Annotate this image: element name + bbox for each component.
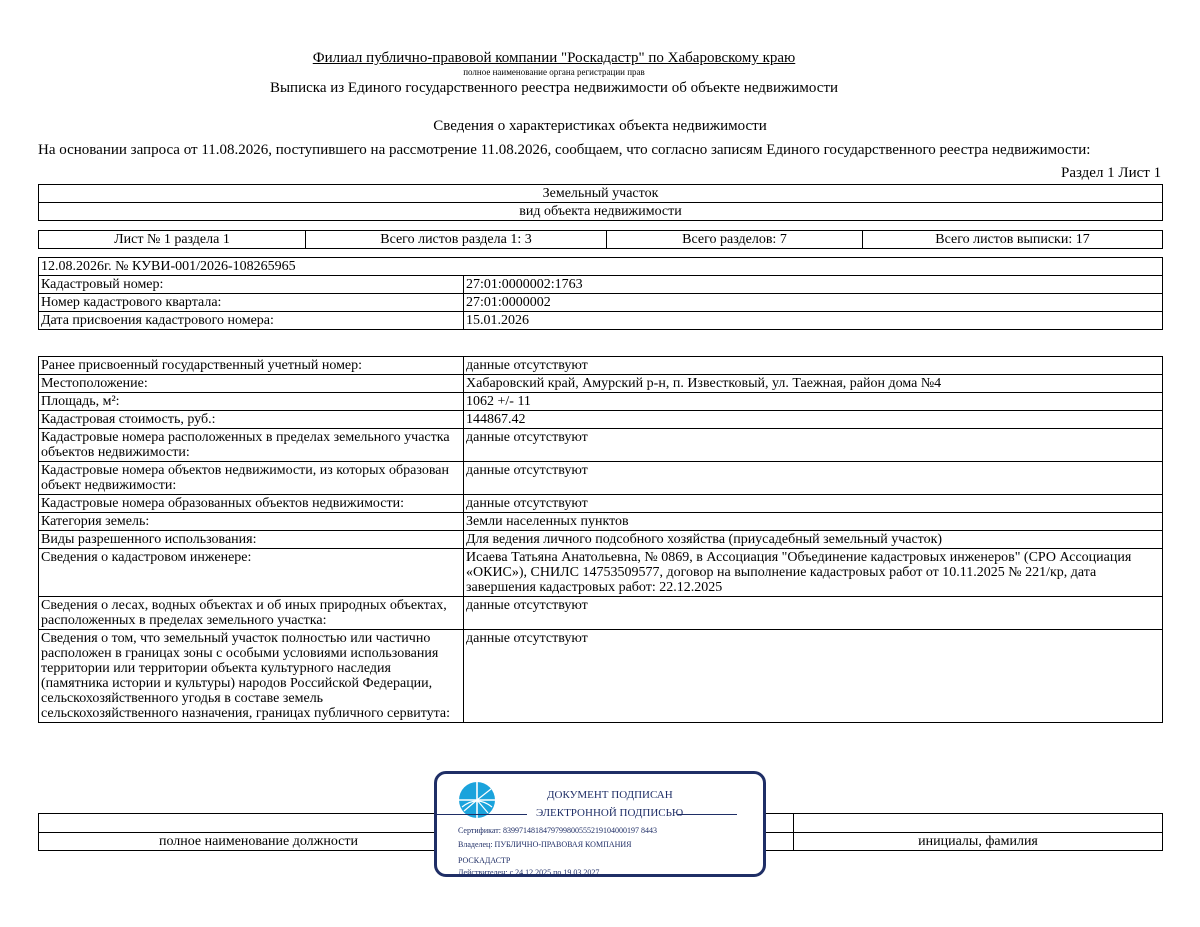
table-row: [39, 495, 1163, 513]
row-value: Для ведения личного подсобного хозяйства (приусадебный земельный участок): [464, 531, 1163, 549]
row-value: данные отсутствуют: [464, 357, 1163, 375]
row-label: Кадастровый номер:: [39, 276, 464, 294]
stamp-owner: Владелец: ПУБЛИЧНО-ПРАВОВАЯ КОМПАНИЯ: [458, 840, 632, 849]
row-label: Ранее присвоенный государственный учетный номер:: [39, 357, 464, 375]
name-cell: [794, 814, 1163, 833]
row-label: Кадастровые номера образованных объектов недвижимости:: [39, 495, 464, 513]
doc-subtitle: Сведения о характеристиках объекта недвижимости: [433, 118, 767, 134]
table-row: [39, 531, 1163, 549]
row-label: Местоположение:: [39, 375, 464, 393]
row-label: Кадастровая стоимость, руб.:: [39, 411, 464, 429]
stamp-owner2: РОСКАДАСТР: [458, 856, 511, 865]
row-value: Хабаровский край, Амурский р-н, п. Известковый, ул. Таежная, район дома №4: [464, 375, 1163, 393]
row-value: Исаева Татьяна Анатольевна, № 0869, в Ассоциация "Объединение кадастровых инженеров" (СРО Ассоциация «ОКИС»), СНИЛС 14753509577, договор на выполнение кадастровых работ от 10.11.2025 № 221/кр, дата завершения кадастровых работ: 22.12.2025: [464, 549, 1163, 597]
ident-table: [38, 257, 1163, 330]
doc-number: 12.08.2026г. № КУВИ-001/2026-108265965: [39, 258, 1163, 276]
row-value: Земли населенных пунктов: [464, 513, 1163, 531]
intro-text: На основании запроса от 11.08.2026, поступившего на рассмотрение 11.08.2026, сообщаем, что согласно записям Единого государственного реестра недвижимости:: [38, 142, 1091, 158]
position-cell: [39, 814, 479, 833]
row-value: 15.01.2026: [464, 312, 1163, 330]
details-table: [38, 356, 1163, 723]
stamp-divider-right: [677, 814, 737, 815]
table-row: [39, 630, 1163, 723]
stamp-line2: ЭЛЕКТРОННОЙ ПОДПИСЬЮ: [536, 807, 684, 819]
e-signature-stamp: [434, 771, 766, 877]
row-label: Виды разрешенного использования:: [39, 531, 464, 549]
row-value: 27:01:0000002:1763: [464, 276, 1163, 294]
table-row: [39, 513, 1163, 531]
sections-total: Всего разделов: 7: [607, 231, 863, 249]
object-type-caption: вид объекта недвижимости: [39, 203, 1163, 221]
row-value: 1062 +/- 11: [464, 393, 1163, 411]
row-value: 27:01:0000002: [464, 294, 1163, 312]
table-row: [39, 294, 1163, 312]
row-label: Сведения о кадастровом инженере:: [39, 549, 464, 597]
section-ref: Раздел 1 Лист 1: [1061, 165, 1162, 181]
org-caption: полное наименование органа регистрации прав: [463, 67, 645, 77]
table-row: [39, 393, 1163, 411]
row-value: данные отсутствуют: [464, 495, 1163, 513]
table-row: [39, 429, 1163, 462]
name-caption: инициалы, фамилия: [794, 833, 1163, 851]
row-value: данные отсутствуют: [464, 597, 1163, 630]
table-row: [39, 312, 1163, 330]
position-caption: полное наименование должности: [39, 833, 479, 851]
org-name: Филиал публично-правовой компании "Роскадастр" по Хабаровскому краю: [312, 50, 796, 66]
table-row: [39, 597, 1163, 630]
row-label: Категория земель:: [39, 513, 464, 531]
object-type-table: [38, 184, 1163, 221]
doc-title: Выписка из Единого государственного реестра недвижимости об объекте недвижимости: [269, 80, 839, 96]
object-type: Земельный участок: [39, 185, 1163, 203]
row-label: Кадастровые номера расположенных в пределах земельного участка объектов недвижимости:: [39, 429, 464, 462]
table-row: [39, 357, 1163, 375]
row-label: Кадастровые номера объектов недвижимости, из которых образован объект недвижимости:: [39, 462, 464, 495]
stamp-cert: Сертификат: 8399714818479799800555219104000197 8443: [458, 826, 657, 835]
table-row: [39, 549, 1163, 597]
stamp-divider-left: [437, 814, 527, 815]
sheets-total: Всего листов выписки: 17: [863, 231, 1163, 249]
sheet-number: Лист № 1 раздела 1: [39, 231, 306, 249]
row-value: 144867.42: [464, 411, 1163, 429]
sheets-table: [38, 230, 1163, 249]
row-label: Сведения о лесах, водных объектах и об иных природных объектах, расположенных в пределах земельного участка:: [39, 597, 464, 630]
stamp-line1: ДОКУМЕНТ ПОДПИСАН: [547, 789, 673, 801]
stamp-valid: Действителен: с 24.12.2025 по 19.03.2027: [458, 868, 600, 877]
table-row: [39, 276, 1163, 294]
table-row: [39, 462, 1163, 495]
row-value: данные отсутствуют: [464, 429, 1163, 462]
row-value: данные отсутствуют: [464, 630, 1163, 723]
row-label: Дата присвоения кадастрового номера:: [39, 312, 464, 330]
row-label: Номер кадастрового квартала:: [39, 294, 464, 312]
table-row: [39, 411, 1163, 429]
row-label: Сведения о том, что земельный участок полностью или частично расположен в границах зоны с особыми условиями использования территории или территории объекта культурного наследия (памятника истории и культуры) народов Российской Федерации, сельскохозяйственного угодья в составе земель сельскохозяйственного назначения, границах публичного сервитута:: [39, 630, 464, 723]
table-row: [39, 375, 1163, 393]
row-label: Площадь, м²:: [39, 393, 464, 411]
row-value: данные отсутствуют: [464, 462, 1163, 495]
sheets-in-section: Всего листов раздела 1: 3: [306, 231, 607, 249]
